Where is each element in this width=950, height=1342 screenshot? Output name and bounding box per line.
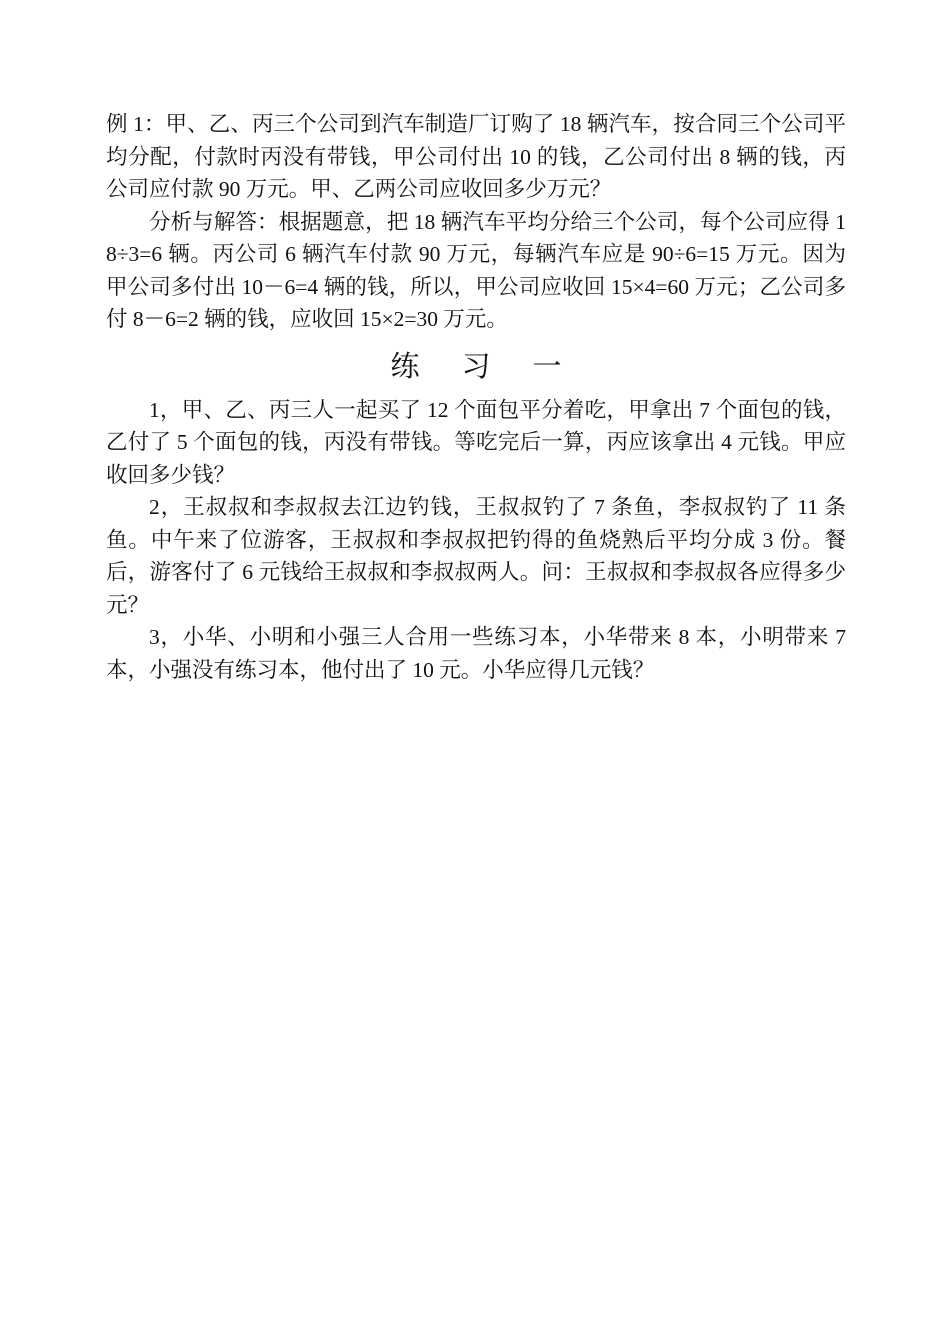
exercise-item-1: 1，甲、乙、丙三人一起买了 12 个面包平分着吃，甲拿出 7 个面包的钱，乙付了 5 个面包的钱，丙没有带钱。等吃完后一算，丙应该拿出 4 元钱。甲应收回多少钱？ <box>106 397 846 487</box>
example-problem: 例 1：甲、乙、丙三个公司到汽车制造厂订购了 18 辆汽车，按合同三个公司平均分配，付款时丙没有带钱，甲公司付出 10 的钱，乙公司付出 8 辆的钱，丙公司应付款 90 万元。甲、乙两公司应收回多少万元？ <box>106 112 846 201</box>
exercise-item-3: 3，小华、小明和小强三人合用一些练习本，小华带来 8 本，小明带来 7 本，小强没有练习本，他付出了 10 元。小华应得几元钱？ <box>106 625 846 682</box>
document-body <box>106 108 846 686</box>
exercise-item-2: 2，王叔叔和李叔叔去江边钓钱，王叔叔钓了 7 条鱼，李叔叔钓了 11 条鱼。中午来了位游客，王叔叔和李叔叔把钓得的鱼烧熟后平均分成 3 份。餐后，游客付了 6 元钱给王叔叔和李叔叔两人。问：王叔叔和李叔叔各应得多少元？ <box>106 495 846 617</box>
exercise-section-title: 练 习 一 <box>390 350 579 383</box>
example-analysis: 分析与解答：根据题意，把 18 辆汽车平均分给三个公司，每个公司应得 18÷3=6 辆。丙公司 6 辆汽车付款 90 万元，每辆汽车应是 90÷6=15 万元。因为甲公司多付出 10－6=4 辆的钱，所以，甲公司应收回 15×4=60 万元；乙公司多付 8－6=2 辆的钱，应收回 15×2=30 万元。 <box>106 209 846 331</box>
